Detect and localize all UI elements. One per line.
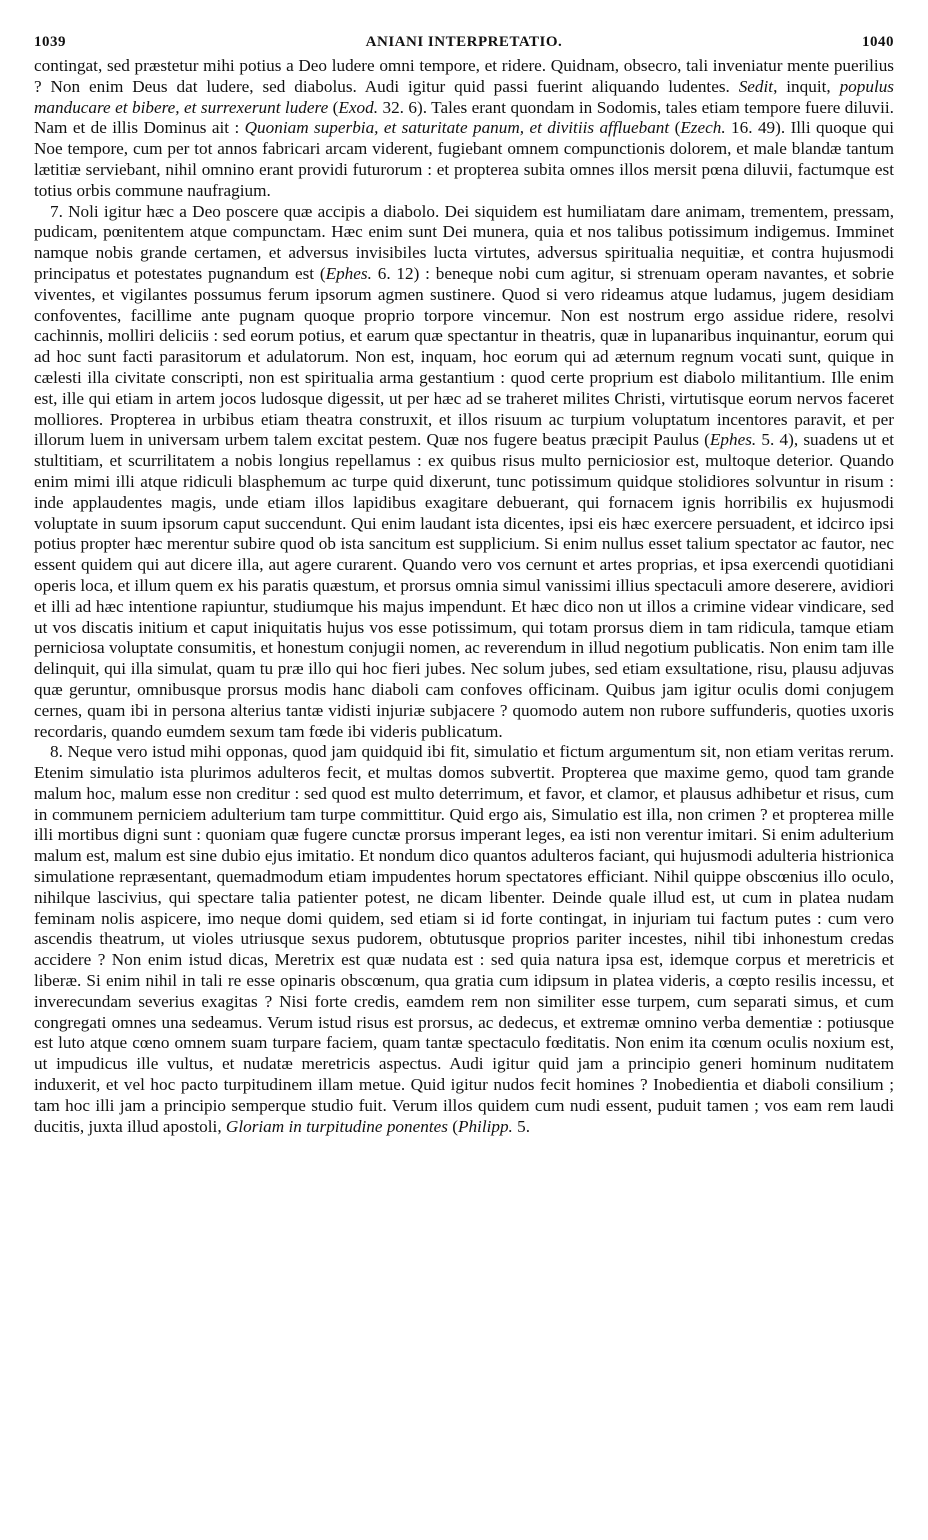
running-title: ANIANI INTERPRETATIO.	[365, 34, 563, 50]
running-header	[34, 30, 894, 56]
text-segment: contingat, sed præstetur mihi potius a Deo ludere omni tempore, et ridere. Quidnam, obsecro, tali inveniatur mente puerilius ? Non enim Deus dat ludere, sed diabolus. Audi igitur quid passi fuerint aliquando ludentes.	[34, 56, 894, 96]
left-column-number: 1039	[34, 34, 66, 50]
text-segment: 32. 6). Tales erant quondam in Sodomis, tales etiam tempore fuere diluvii. Nam et de illis Dominus ait :	[34, 97, 894, 138]
paragraph	[34, 202, 894, 743]
italic-text-segment: populus manducare et bibere, et surrexerunt ludere	[34, 76, 894, 117]
italic-text-segment: Gloriam in turpitudine ponentes	[225, 1116, 448, 1136]
text-segment: (	[328, 97, 339, 117]
paragraph	[34, 742, 894, 1137]
text-segment: 6. 12) : beneque nobi cum agitur, si strenuam operam navantes, et sobrie viventes, et vigilantes possumus ferum ipsorum agmen sustinere. Quod si vero rideamus atque ludamus, jugem desidiam confoventes, facillime ante pugnam quoque proprio torpore vincemur. Non est nostrum ergo assidue ridere, resolvi cachinnis, molliri deliciis : sed eorum potius, et earum quæ spectantur in theatris, quæ in lupanaribus inquinantur, eorum qui ad hoc sunt facti parasitorum et adulatorum. Non est, inquam, hoc eorum qui ad æternum regnum vocati sunt, quique in cælesti illa civitate conscripti, non est spiritualia arma gestantium : quod certe proprium est diabolo militantium. Ille enim est, ille qui etiam in artem jocos ludosque digessit, ut per hæc ad se traheret milites Christi, virtutisque eorum nervos faceret molliores. Propterea in urbibus etiam theatra construxit, et illos risuum ac turpium voluptatum incentores paravit, et per illorum luem in universam urbem talem excitat pestem. Quæ nos fugere beatus præcipit Paulus (	[34, 263, 894, 450]
body-text	[34, 56, 894, 1137]
italic-text-segment: Quoniam superbia, et saturitate panum, et divitiis affluebant	[244, 118, 670, 138]
italic-text-segment: Exod.	[338, 97, 379, 117]
text-segment: 8. Neque vero istud mihi opponas, quod jam quidquid ibi fit, simulatio et fictum argumentum sit, non etiam veritas rerum. Etenim simulatio ista plurimos adulteros fecit, et multas domos subvertit. Propterea que maxime gemo, quod tam grande malum hoc, malum esse non creditur : sed quod est multo deterrimum, et favor, et clamor, et plausus adhibetur et risus, cum in communem perniciem adulterium tam turpe committitur. Quid ergo ais, Simulatio est illa, non crimen ? et propterea mille illi mortibus digni sunt : quoniam quæ fugere cunctæ prorsus imperant leges, ea isti non verentur imitari. Si enim adulterium malum est, malum est sine dubio ejus imitatio. Et nondum dico quantos adulteros faciant, qui hujusmodi adulteria histrionica simulatione repræsentant, quemadmodum etiam impudentes horum spectatores efficiant. Nihil quippe obscœnius illo oculo, nihilque lascivius, qui spectare talia patienter potest, ne dicam libenter. Deinde quale illud est, ut cum in platea nudam feminam nolis aspicere, imo neque domi quidem, sed etiam si id forte contingat, in injuriam tui factum putes : cum vero ascendis theatrum, ut violes utriusque sexus pudorem, obtutusque proprios pariter incestes, nihil tibi inhonestum credas accidere ? Non enim istud dicas, Meretrix est quæ nudata est : sed quia natura ipsa est, idemque corpus et meretricis et liberæ. Si enim nihil in tali re esse opinaris obscœnum, qua gratia cum idipsum in platea videris, a cœpto resilis incessu, et inverecundam severius exagitas ? Nisi forte credis, eamdem rem non similiter esse turpem, cum separati simus, et cum congregati omnes una sedeamus. Verum istud risus est prorsus, ac dedecus, et extremæ omnino verba dementiæ : potiusque est luto atque cœno omnem suam turpare faciem, quam tantæ spectaculo fœditatis. Non enim ita cœnum oculis noxium est, ut impudicus ille vultus, et nudatæ meretricis aspectus. Audi igitur quid jam a principio generi hominum nuditatem induxerit, et vel hoc pacto turpitudinem illam metue. Quid igitur nudos fecit homines ? Inobedientia et diaboli consilium ; tam hoc illi jam a principio semperque studio fuit. Verum illos quidem cum nudi essent, puduit tamen ; vos eam rem laudi ducitis, juxta illud apostoli,	[34, 742, 894, 1136]
text-segment: , inquit,	[773, 76, 840, 96]
italic-text-segment: Ezech.	[680, 118, 726, 138]
italic-text-segment: Ephes.	[709, 430, 757, 450]
italic-text-segment: Ephes.	[325, 263, 372, 283]
right-column-number: 1040	[862, 34, 894, 50]
text-segment: (	[669, 118, 681, 138]
text-segment: 5. 4), suadens ut et stultitiam, et scurrilitatem a nobis longius repellamus : ex quibus risus multo perniciosior est, multoque deterior. Quando enim mimi illi atque ridiculi blasphemum ac turpe quid dixerunt, tunc potissimum quidque stolidiores solvuntur in risum : inde applaudentes magis, unde etiam illos lapidibus exagitare debuerant, qui fornacem ignis horribilis ex hujusmodi voluptate in suum ipsorum caput succendunt. Qui enim laudant ista dicentes, ipsi eis hæc exercere persuadent, et idcirco ipsi potius propter hæc merentur subire quod ob ista sancitum est supplicium. Si enim nullus esset talium spectator ac fautor, nec essent quidem qui aut dicere illa, aut agere curarent. Quando vero vos cernunt et artes proprias, et ipsa exercendi quotidiani operis loca, et illum quem ex his paratis quæstum, et prorsus omnia simul vanissimi illius spectaculi amore deserere, avidiori et illi ad hæc intentione rapiuntur, studiumque his majus impendunt. Et hæc dico non ut illos a crimine videar vindicare, sed ut vos discatis initium et caput iniquitatis hujus vos esse potissimum, qui totam prorsus diem in tam ridicula, tamque etiam perniciosa voluptate consumitis, et honestum conjugii nomen, ac reverendum in illud negotium publicatis. Non enim tam ille delinquit, qui illa simulat, quam tu præ illo qui hoc fieri jubes. Nec solum jubes, sed etiam exsultatione, risu, plausu adjuvas quæ geruntur, omnibusque prorsus modis hanc diaboli cam confoves officinam. Quibus jam igitur oculis domi conjugem cernes, quam ibi in persona alterius tantæ vidisti injuriæ subjacere ? quomodo autem non rubore suffunderis, quoties uxoris recordaris, quando eumdem sexum tam fœde ibi videris publicatum.	[34, 430, 894, 741]
text-segment: 16. 49). Illi quoque qui Noe tempore, cum per tot annos fabricari arcam viderent, fugiebant omnem compunctionis dolorem, et male blandæ tantum lætitiæ serviebant, nihil omnino erant providi futurorum : et propterea subita omnes illos mersit pœna diluvii, factumque est totius orbis commune naufragium.	[34, 118, 894, 200]
text-segment: (	[447, 1116, 458, 1136]
italic-text-segment: Philipp.	[457, 1116, 513, 1136]
paragraph	[34, 56, 894, 202]
text-segment: 5.	[512, 1116, 531, 1136]
text-segment: 7. Noli igitur hæc a Deo poscere quæ accipis a diabolo. Dei siquidem est humiliatam dare animam, trementem, pressam, pudicam, pœnitentem atque compunctam. Hæc enim sunt Dei munera, quia et nos talibus potissimum indigemus. Imminet namque nobis grande certamen, et adversus invisibiles lucta virtutes, adversus spiritualia nequitiæ, et contra hujusmodi principatus et potestates pugnandum est (	[34, 201, 894, 283]
italic-text-segment: Sedit	[738, 76, 774, 96]
